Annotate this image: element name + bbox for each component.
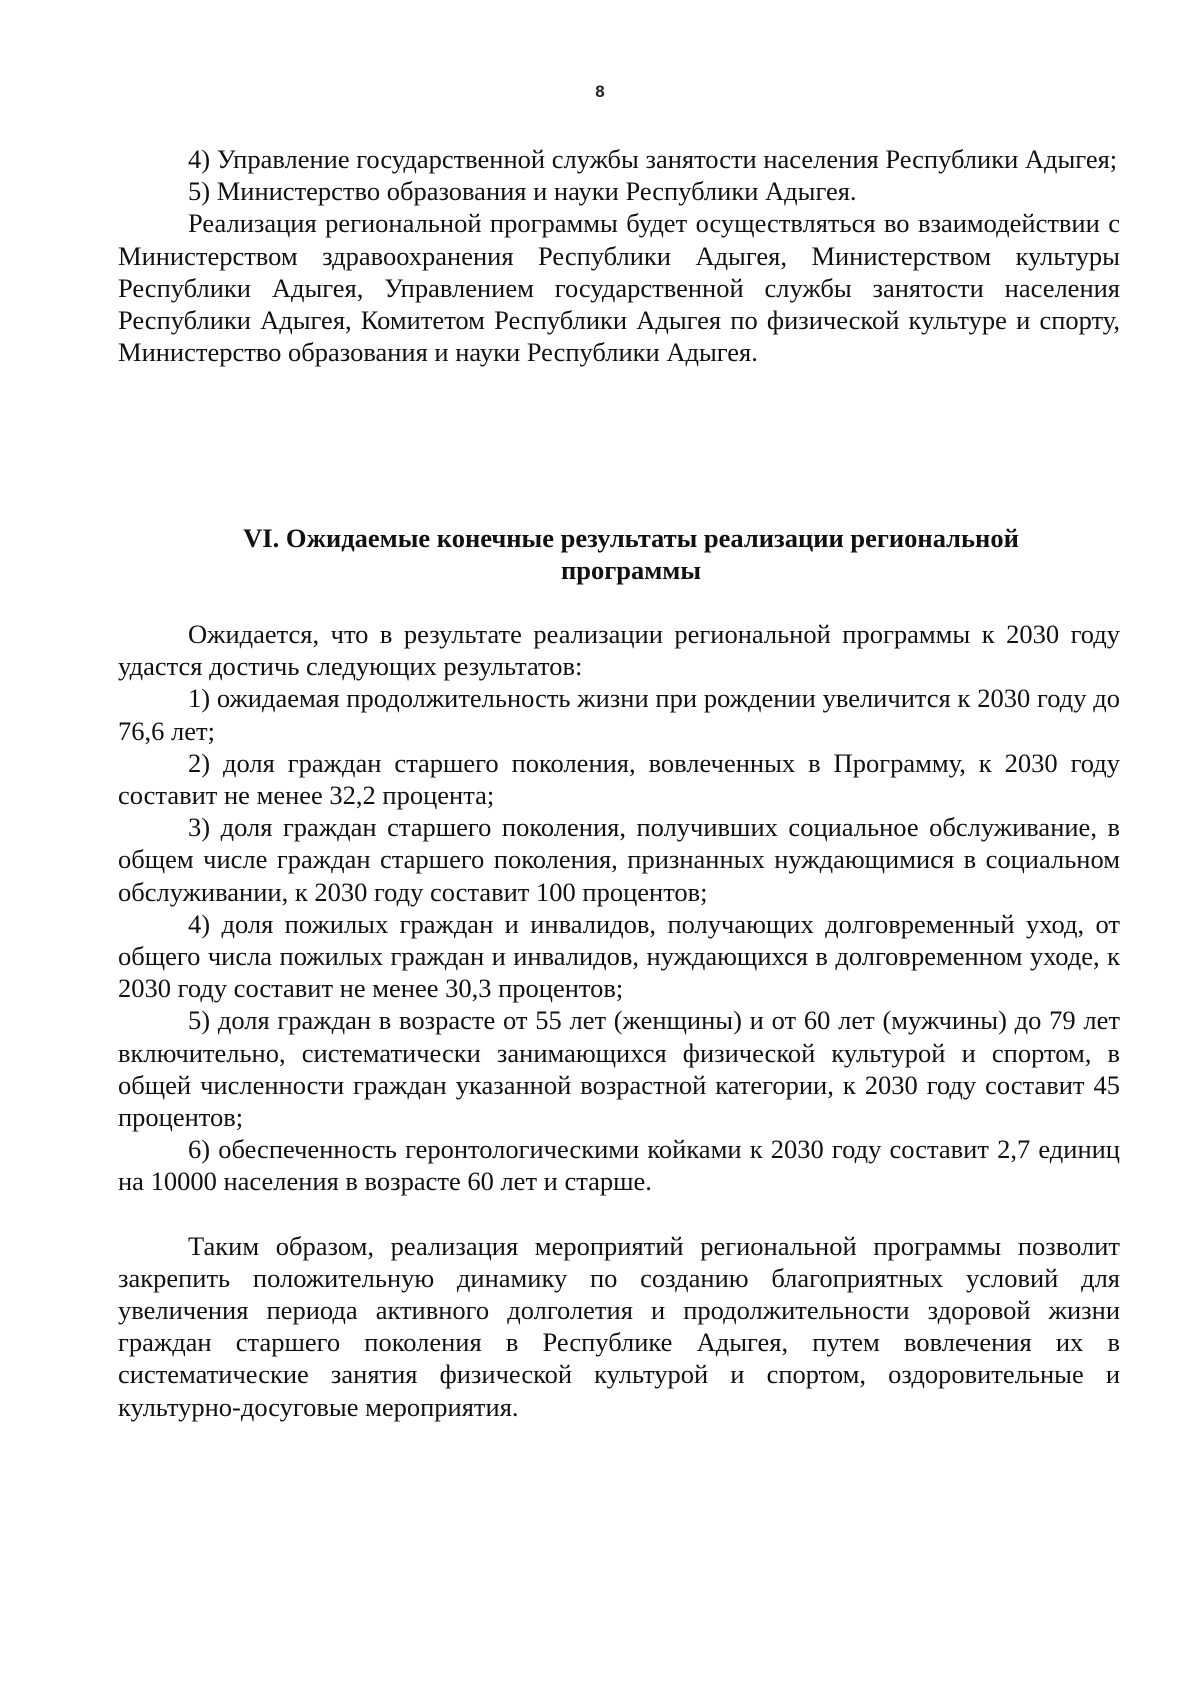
- result-item-6: 6) обеспеченность геронтологическими койками к 2030 году составит 2,7 единиц на 10000 населения в возрасте 60 лет и старше.: [118, 1134, 1120, 1197]
- implementation-paragraph: Реализация региональной программы будет осуществляться во взаимодействии с Министерством здравоохранения Республики Адыгея, Министерством культуры Республики Адыгея, Управлением государственной службы занятости населения Республики Адыгея, Комитетом Республики Адыгея по физической культуре и спорту, Министерство образования и науки Республики Адыгея.: [118, 208, 1120, 368]
- intro-item-4: 4) Управление государственной службы занятости населения Республики Адыгея;: [188, 144, 1118, 174]
- result-item-2: 2) доля граждан старшего поколения, вовлеченных в Программу, к 2030 году составит не менее 32,2 процента;: [118, 747, 1120, 811]
- result-item-1: 1) ожидаемая продолжительность жизни при рождении увеличится к 2030 году до 76,6 лет;: [118, 683, 1120, 746]
- intro-block: [118, 143, 1120, 368]
- section-heading-line2: программы: [560, 555, 702, 586]
- page-number: 8: [595, 82, 605, 101]
- results-block: [118, 618, 1120, 1423]
- results-intro: Ожидается, что в результате реализации региональной программы к 2030 году удастся достичь следующих результатов:: [118, 619, 1120, 682]
- result-item-4: 4) доля пожилых граждан и инвалидов, получающих долговременный уход, от общего числа пожилых граждан и инвалидов, нуждающихся в долговременном уходе, к 2030 году составит не менее 30,3 процентов;: [118, 908, 1120, 1004]
- intro-item-5: 5) Министерство образования и науки Республики Адыгея.: [188, 176, 857, 207]
- result-item-5: 5) доля граждан в возрасте от 55 лет (женщины) и от 60 лет (мужчины) до 79 лет включительно, систематически занимающихся физической культурой и спортом, в общей численности граждан указанной возрастной категории, к 2030 году составит 45 процентов;: [118, 1005, 1120, 1133]
- section-heading-line1: VI. Ожидаемые конечные результаты реализации региональной: [243, 523, 1019, 553]
- conclusion-paragraph: Таким образом, реализация мероприятий региональной программы позволит закрепить положительную динамику по созданию благоприятных условий для увеличения периода активного долголетия и продолжительности здоровой жизни граждан старшего поколения в Республике Адыгея, путем вовлечения их в систематические занятия физической культурой и спортом, оздоровительные и культурно-досуговые мероприятия.: [118, 1230, 1120, 1422]
- section-heading: [118, 522, 1120, 586]
- result-item-3: 3) доля граждан старшего поколения, получивших социальное обслуживание, в общем числе граждан старшего поколения, признанных нуждающимися в социальном обслуживании, к 2030 году составит 100 процентов;: [118, 812, 1120, 907]
